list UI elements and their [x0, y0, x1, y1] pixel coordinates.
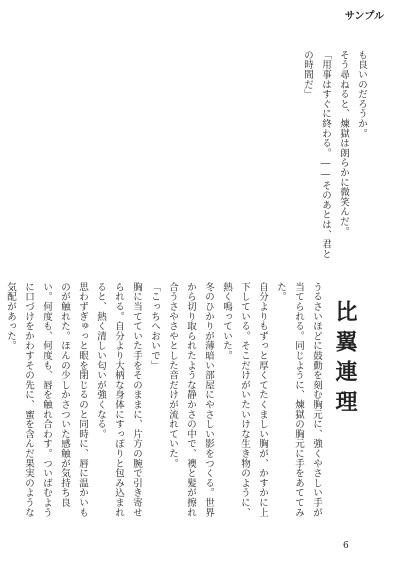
sample-label: サンプル — [344, 11, 384, 22]
chapter-title: 比翼連理 — [332, 300, 358, 420]
body-passage: うるさいほどに鼓動を刻む胸元に、強くやさしい手が当てられる。同じように、煉獄の胸元に手をあててみた。 自分よりもずっと厚くてたくましい胸が、かすかに上下している。そこだけがいたいけな生き物のように、熱く鳴っていた。 冬のひかりが薄暗い部屋にやさしい影をつくる。世界から切り取られたような静かさの中で、襖と髪が擦れ合うさやさやとした音だけが流れていた。 「こっちへおいで」 胸に当てていた手をそのままに、片方の腕で引き寄せられる。自分より大柄な身体にすっぽりと包み込まれると、熱く清しい匂いが強くなる。 思わずぎゅっと眼を閉じるのと同時に、唇に温かいものが触れた。ほんの少しかさついた感触が気持ち良い。何度も、何度も、唇を触れ合わす。ついばむように口づけをかわすその先に、蜜を含んだ果実のような気配があった。 — [5, 282, 322, 518]
opening-passage: も良いのだろうか。 そう尋ねると、煉獄は朗らかに微笑んだ。 「用事はすぐに終わる。――そのあとは、君との時間だ」 — [302, 50, 367, 259]
page-number: 6 — [343, 541, 349, 551]
